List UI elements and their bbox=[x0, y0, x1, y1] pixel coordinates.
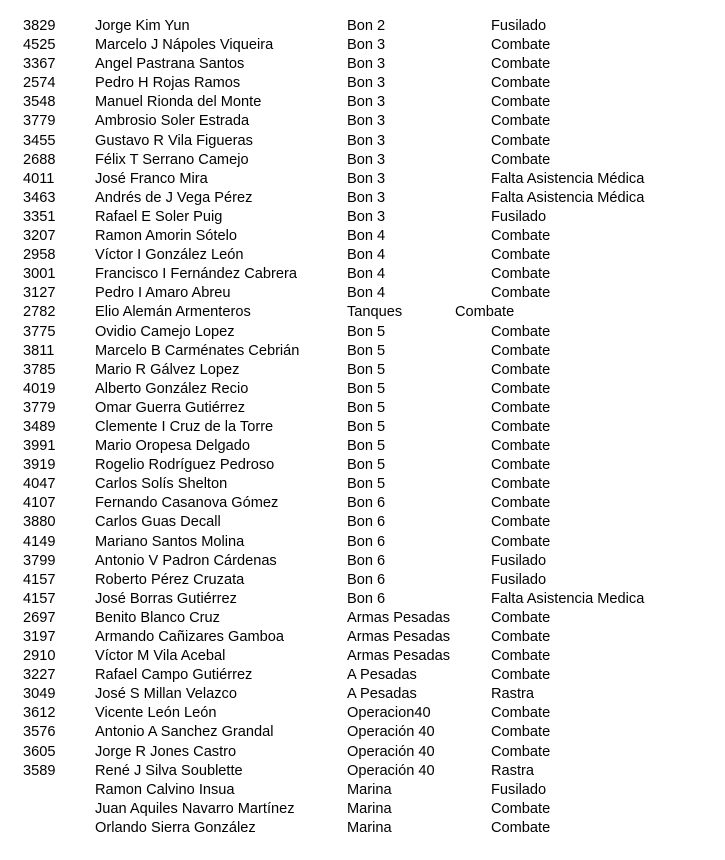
list-item bbox=[0, 704, 725, 723]
list-item bbox=[0, 361, 725, 380]
member-number: 4525 bbox=[23, 37, 56, 54]
list-item bbox=[0, 151, 725, 170]
member-unit: Bon 5 bbox=[347, 380, 386, 397]
member-fate: Combate bbox=[491, 667, 551, 684]
list-item bbox=[0, 246, 725, 265]
list-item bbox=[0, 533, 725, 552]
member-number: 3779 bbox=[23, 113, 56, 130]
member-number: 3605 bbox=[23, 743, 56, 760]
member-fate: Combate bbox=[491, 132, 551, 149]
member-number: 4157 bbox=[23, 590, 56, 607]
member-number: 3589 bbox=[23, 762, 56, 779]
member-fate: Combate bbox=[491, 113, 551, 130]
member-name: Antonio V Padron Cárdenas bbox=[95, 552, 277, 569]
list-item bbox=[0, 342, 725, 361]
list-item bbox=[0, 418, 725, 437]
member-name: Félix T Serrano Camejo bbox=[95, 151, 249, 168]
member-name: Andrés de J Vega Pérez bbox=[95, 189, 253, 206]
member-name: Clemente I Cruz de la Torre bbox=[95, 418, 274, 435]
member-fate: Fusilado bbox=[491, 781, 547, 798]
member-name: Rafael E Soler Puig bbox=[95, 208, 223, 225]
list-item bbox=[0, 819, 725, 838]
member-name: Ovidio Camejo Lopez bbox=[95, 323, 235, 340]
member-number: 3455 bbox=[23, 132, 56, 149]
list-item bbox=[0, 552, 725, 571]
member-unit: Marina bbox=[347, 800, 392, 817]
member-number: 3799 bbox=[23, 552, 56, 569]
member-number: 3775 bbox=[23, 323, 56, 340]
member-number: 4149 bbox=[23, 533, 56, 550]
member-number: 4047 bbox=[23, 476, 56, 493]
member-number: 3127 bbox=[23, 285, 56, 302]
member-name: Pedro I Amaro Abreu bbox=[95, 285, 231, 302]
member-name: Marcelo J Nápoles Viqueira bbox=[95, 37, 274, 54]
list-item bbox=[0, 743, 725, 762]
member-unit: Bon 6 bbox=[347, 571, 386, 588]
list-item bbox=[0, 170, 725, 189]
member-number: 4011 bbox=[23, 170, 55, 187]
member-unit: Armas Pesadas bbox=[347, 629, 451, 645]
member-name: Juan Aquiles Navarro Martínez bbox=[95, 800, 295, 817]
list-item bbox=[0, 437, 725, 456]
member-name: Carlos Solís Shelton bbox=[95, 476, 228, 493]
member-unit: Bon 3 bbox=[347, 208, 386, 225]
member-name: Rafael Campo Gutiérrez bbox=[95, 667, 253, 684]
member-name: Víctor M Vila Acebal bbox=[95, 648, 226, 665]
member-unit: Bon 3 bbox=[347, 37, 386, 54]
member-unit: Bon 3 bbox=[347, 151, 386, 168]
member-name: Armando Cañizares Gamboa bbox=[95, 629, 284, 645]
list-item bbox=[0, 303, 725, 322]
member-fate: Combate bbox=[491, 495, 551, 512]
member-name: Rogelio Rodríguez Pedroso bbox=[95, 457, 275, 474]
member-unit: Bon 5 bbox=[347, 399, 386, 416]
member-number: 3367 bbox=[23, 56, 56, 73]
member-unit: Bon 5 bbox=[347, 323, 386, 340]
member-unit: Tanques bbox=[347, 304, 403, 321]
list-item bbox=[0, 475, 725, 494]
member-number: 3880 bbox=[23, 514, 56, 531]
member-fate: Combate bbox=[491, 266, 551, 283]
member-name: Víctor I González León bbox=[95, 247, 244, 264]
member-name: Ambrosio Soler Estrada bbox=[95, 113, 250, 130]
list-item bbox=[0, 456, 725, 475]
member-number: 3991 bbox=[23, 438, 56, 455]
member-unit: Operacion40 bbox=[347, 705, 431, 722]
member-unit: Bon 3 bbox=[347, 56, 386, 73]
member-name: Roberto Pérez Cruzata bbox=[95, 571, 245, 588]
list-item bbox=[0, 208, 725, 227]
member-number: 3197 bbox=[23, 629, 56, 645]
member-name: Jorge R Jones Castro bbox=[95, 743, 237, 760]
member-fate: Combate bbox=[491, 342, 551, 359]
member-fate: Combate bbox=[491, 151, 551, 168]
member-fate: Combate bbox=[491, 75, 551, 92]
list-item bbox=[0, 685, 725, 704]
member-name: Jorge Kim Yun bbox=[95, 18, 190, 34]
roster-list bbox=[0, 17, 725, 838]
member-name: René J Silva Soublette bbox=[95, 762, 243, 779]
member-fate: Combate bbox=[491, 743, 551, 760]
member-fate: Combate bbox=[491, 380, 551, 397]
member-fate: Combate bbox=[455, 304, 515, 321]
member-unit: Bon 3 bbox=[347, 113, 386, 130]
member-unit: A Pesadas bbox=[347, 686, 417, 703]
member-fate: Combate bbox=[491, 438, 551, 455]
list-item bbox=[0, 189, 725, 208]
member-number: 3351 bbox=[23, 208, 56, 225]
member-number: 3463 bbox=[23, 189, 56, 206]
member-number: 4019 bbox=[23, 380, 56, 397]
list-item bbox=[0, 762, 725, 781]
member-unit: Marina bbox=[347, 781, 392, 798]
member-unit: Bon 4 bbox=[347, 266, 386, 283]
member-fate: Combate bbox=[491, 418, 551, 435]
member-name: Mariano Santos Molina bbox=[95, 533, 245, 550]
member-unit: Bon 5 bbox=[347, 457, 386, 474]
member-name: Francisco I Fernández Cabrera bbox=[95, 266, 297, 283]
list-item bbox=[0, 628, 725, 647]
member-number: 2697 bbox=[23, 609, 56, 626]
member-number: 3612 bbox=[23, 705, 56, 722]
member-fate: Combate bbox=[491, 399, 551, 416]
list-item bbox=[0, 399, 725, 418]
member-number: 3207 bbox=[23, 228, 56, 245]
list-item bbox=[0, 647, 725, 666]
member-name: Orlando Sierra González bbox=[95, 819, 256, 836]
list-item bbox=[0, 609, 725, 628]
list-item bbox=[0, 265, 725, 284]
member-fate: Combate bbox=[491, 457, 551, 474]
member-fate: Combate bbox=[491, 514, 551, 531]
member-fate: Combate bbox=[491, 323, 551, 340]
member-fate: Combate bbox=[491, 228, 551, 245]
member-unit: Bon 4 bbox=[347, 247, 386, 264]
list-item bbox=[0, 17, 725, 36]
member-fate: Rastra bbox=[491, 762, 534, 779]
member-unit: Bon 5 bbox=[347, 438, 386, 455]
member-name: José Borras Gutiérrez bbox=[95, 590, 237, 607]
member-fate: Combate bbox=[491, 648, 551, 665]
member-fate: Falta Asistencia Médica bbox=[491, 170, 645, 187]
member-unit: Bon 5 bbox=[347, 361, 386, 378]
member-name: Elio Alemán Armenteros bbox=[95, 304, 251, 321]
member-name: José S Millan Velazco bbox=[95, 686, 237, 703]
member-fate: Combate bbox=[491, 819, 551, 836]
member-number: 3548 bbox=[23, 94, 56, 111]
list-item bbox=[0, 55, 725, 74]
list-item bbox=[0, 74, 725, 93]
list-item bbox=[0, 781, 725, 800]
member-unit: Bon 6 bbox=[347, 514, 386, 531]
list-item bbox=[0, 380, 725, 399]
member-unit: Bon 6 bbox=[347, 495, 386, 512]
member-fate: Combate bbox=[491, 705, 551, 722]
member-unit: Operación 40 bbox=[347, 762, 435, 779]
member-number: 3049 bbox=[23, 686, 56, 703]
list-item bbox=[0, 323, 725, 342]
member-number: 3785 bbox=[23, 361, 56, 378]
member-unit: Bon 6 bbox=[347, 533, 386, 550]
member-name: Alberto González Recio bbox=[95, 380, 249, 397]
member-fate: Combate bbox=[491, 800, 551, 817]
member-unit: Bon 3 bbox=[347, 75, 386, 92]
member-fate: Combate bbox=[491, 285, 551, 302]
member-number: 3576 bbox=[23, 724, 56, 741]
member-unit: Operación 40 bbox=[347, 743, 435, 760]
member-unit: Bon 6 bbox=[347, 590, 386, 607]
member-name: Fernando Casanova Gómez bbox=[95, 495, 279, 512]
member-name: Angel Pastrana Santos bbox=[95, 56, 245, 73]
list-item bbox=[0, 666, 725, 685]
member-name: Vicente León León bbox=[95, 705, 217, 722]
member-fate: Combate bbox=[491, 361, 551, 378]
member-number: 4107 bbox=[23, 495, 56, 512]
member-fate: Combate bbox=[491, 476, 551, 493]
member-fate: Falta Asistencia Médica bbox=[491, 189, 645, 206]
member-name: Manuel Rionda del Monte bbox=[95, 94, 262, 111]
list-item bbox=[0, 590, 725, 609]
member-fate: Combate bbox=[491, 56, 551, 73]
member-unit: Bon 2 bbox=[347, 18, 386, 34]
member-unit: A Pesadas bbox=[347, 667, 417, 684]
member-name: Ramon Calvino Insua bbox=[95, 781, 235, 798]
member-number: 2910 bbox=[23, 648, 56, 665]
member-fate: Fusilado bbox=[491, 18, 547, 34]
member-fate: Combate bbox=[491, 37, 551, 54]
member-unit: Bon 5 bbox=[347, 418, 386, 435]
member-unit: Marina bbox=[347, 819, 392, 836]
member-fate: Falta Asistencia Medica bbox=[491, 590, 645, 607]
list-item bbox=[0, 227, 725, 246]
member-fate: Combate bbox=[491, 247, 551, 264]
member-name: Benito Blanco Cruz bbox=[95, 609, 220, 626]
member-fate: Fusilado bbox=[491, 208, 547, 225]
member-number: 3919 bbox=[23, 457, 56, 474]
member-unit: Armas Pesadas bbox=[347, 648, 451, 665]
member-fate: Rastra bbox=[491, 686, 534, 703]
member-unit: Bon 3 bbox=[347, 94, 386, 111]
list-item bbox=[0, 723, 725, 742]
member-number: 2574 bbox=[23, 75, 56, 92]
list-item bbox=[0, 571, 725, 590]
member-name: Antonio A Sanchez Grandal bbox=[95, 724, 274, 741]
list-item bbox=[0, 800, 725, 819]
member-name: Omar Guerra Gutiérrez bbox=[95, 399, 246, 416]
member-fate: Combate bbox=[491, 94, 551, 111]
member-number: 2688 bbox=[23, 151, 56, 168]
member-name: Marcelo B Carménates Cebrián bbox=[95, 342, 300, 359]
member-number: 3001 bbox=[23, 266, 56, 283]
member-fate: Combate bbox=[491, 609, 551, 626]
member-fate: Combate bbox=[491, 629, 551, 645]
list-item bbox=[0, 494, 725, 513]
member-unit: Bon 3 bbox=[347, 189, 386, 206]
member-number: 3779 bbox=[23, 399, 56, 416]
list-item bbox=[0, 132, 725, 151]
member-unit: Bon 6 bbox=[347, 552, 386, 569]
member-name: Gustavo R Vila Figueras bbox=[95, 132, 253, 149]
member-unit: Bon 5 bbox=[347, 476, 386, 493]
member-name: Mario Oropesa Delgado bbox=[95, 438, 250, 455]
member-number: 2782 bbox=[23, 304, 56, 321]
member-name: Ramon Amorin Sótelo bbox=[95, 228, 237, 245]
member-unit: Bon 4 bbox=[347, 285, 386, 302]
list-item bbox=[0, 513, 725, 532]
member-unit: Bon 3 bbox=[347, 132, 386, 149]
list-item bbox=[0, 112, 725, 131]
member-name: Carlos Guas Decall bbox=[95, 514, 221, 531]
member-unit: Armas Pesadas bbox=[347, 609, 451, 626]
list-item bbox=[0, 36, 725, 55]
member-number: 2958 bbox=[23, 247, 56, 264]
member-fate: Combate bbox=[491, 724, 551, 741]
member-fate: Combate bbox=[491, 533, 551, 550]
member-unit: Bon 4 bbox=[347, 228, 386, 245]
member-number: 3489 bbox=[23, 418, 56, 435]
member-fate: Fusilado bbox=[491, 571, 547, 588]
list-item bbox=[0, 93, 725, 112]
member-name: Mario R Gálvez Lopez bbox=[95, 361, 240, 378]
list-item bbox=[0, 284, 725, 303]
member-fate: Fusilado bbox=[491, 552, 547, 569]
member-unit: Bon 5 bbox=[347, 342, 386, 359]
member-number: 3829 bbox=[23, 18, 56, 34]
member-unit: Bon 3 bbox=[347, 170, 386, 187]
member-number: 4157 bbox=[23, 571, 56, 588]
member-unit: Operación 40 bbox=[347, 724, 435, 741]
member-name: José Franco Mira bbox=[95, 170, 208, 187]
member-name: Pedro H Rojas Ramos bbox=[95, 75, 241, 92]
member-number: 3811 bbox=[23, 342, 55, 359]
member-number: 3227 bbox=[23, 667, 56, 684]
